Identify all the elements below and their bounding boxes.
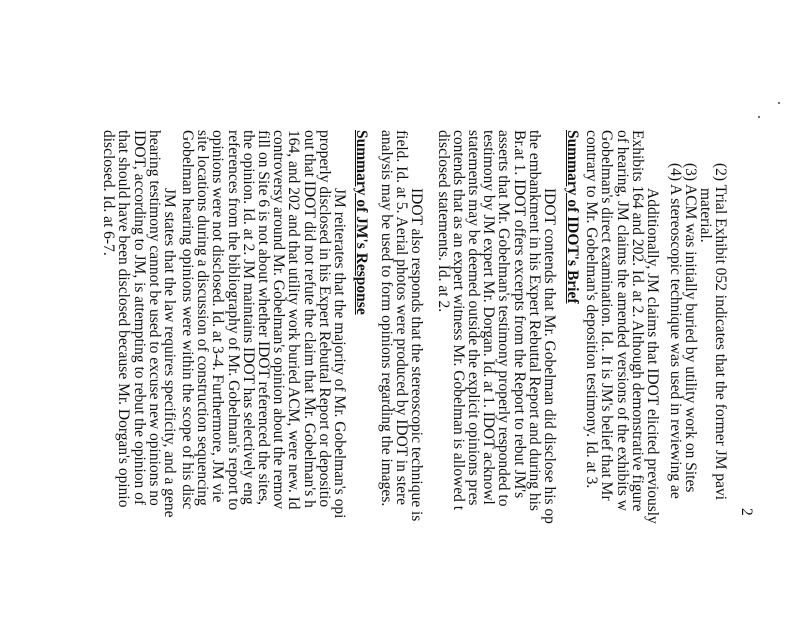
paragraph-line: disclosed statements. Id. at 2. (434, 130, 452, 313)
list-item: (3) ACM was initially buried by utility work on Sites (682, 163, 699, 493)
list-item: material. (697, 188, 714, 243)
paragraph-line: IDOT contends that Mr. Gobelman did disclose his op (541, 188, 558, 524)
paragraph-line: that should have been disclosed because Mr. Dorgan's opinio (115, 130, 133, 508)
paragraph-line: Additionally, JM claims that IDOT elicited previously (644, 188, 661, 524)
list-item: (2) Trial Exhibit 052 indicates that the former JM pavi (712, 163, 729, 501)
paragraph-line: Br.at 1. IDOT offers excerpts from the Report to rebut JM's (510, 130, 528, 499)
paragraph-line: IDOT also responds that the stereoscopic technique is (408, 188, 425, 522)
scan-speck (758, 116, 760, 118)
paragraph-line: controversy around Mr. Gobelman's opinion about the remov (270, 130, 288, 510)
paragraph-line: of hearing, JM claims the amended versions of the exhibits w (613, 130, 631, 511)
paragraph-line: out that IDOT did not refute the claim that Mr. Gobelman's h (300, 130, 318, 508)
paragraph-line: 164, and 202 and that utility work buried ACM, were new. Id (285, 130, 303, 510)
section-heading: Summary of JM's Response (353, 130, 370, 315)
paragraph-line: Gobelman's direct examination. Id.. It is JM's belief that Mr (598, 130, 616, 501)
list-item: (4) A stereoscopic technique was used in reviewing ae (667, 163, 684, 499)
paragraph-line: IDOT, according to JM, is attempting to rebut the opinion of (130, 130, 148, 506)
scan-speck (778, 102, 780, 104)
paragraph-line: fill on Site 6 is not about whether IDOT referenced the sites, (255, 130, 272, 506)
paragraph-line: testimony by JM expert Mr. Dorgan. Id. at 1. IDOT acknowl (480, 130, 498, 505)
paragraph-line: opinions were not disclosed. Id. at 3-4. Furthermore, JM vie (209, 130, 227, 503)
paragraph-line: references from the bibliography of Mr. Gobelman's report to (224, 130, 242, 511)
paragraph-line: asserts that Mr. Gobelman's testimony properly responded to (495, 130, 513, 507)
page-number: 2 (738, 508, 755, 516)
paragraph-line: JM states that the law requires specificity, and a gene (161, 188, 178, 518)
paragraph-line: the embankment in his Expert Rebuttal Report and during his (525, 130, 543, 511)
paragraph-line: field. Id. at 5. Aerial photos were produced by IDOT in stere (392, 130, 410, 506)
paragraph-line: disclosed. Id. at 6-7. (100, 130, 118, 256)
paragraph-line: contends that as an expert witness Mr. Gobelman is allowed t (449, 130, 467, 511)
paragraph-line: the opinion. Id. at 2. JM maintains IDOT has selectively eng (239, 130, 257, 505)
paragraph-line: contrary to Mr. Gobelman's deposition testimony. Id. at 3. (583, 130, 601, 489)
section-heading: Summary of IDOT's Brief (564, 130, 581, 304)
paragraph-line: statements may be deemed outside the explicit opinions pres (465, 130, 482, 506)
paragraph-line: site locations during a discussion of construction sequencing (194, 130, 212, 506)
paragraph-line: properly disclosed in his Expert Rebuttal Report or depositio (315, 130, 333, 508)
paragraph-line: hearing testimony cannot be used to excuse new opinions no (145, 130, 163, 506)
paragraph-line: JM reiterates that the majority of Mr. Gobelman's opi (331, 188, 348, 519)
paragraph-line: analysis may be used to form opinions regarding the images. (377, 130, 395, 507)
paragraph-line: Gobelman hearing opinions were within the scope of his disc (179, 130, 196, 510)
paragraph-line: Exhibits 164 and 202. Id. at 2. Although demonstrative figure (628, 130, 646, 512)
